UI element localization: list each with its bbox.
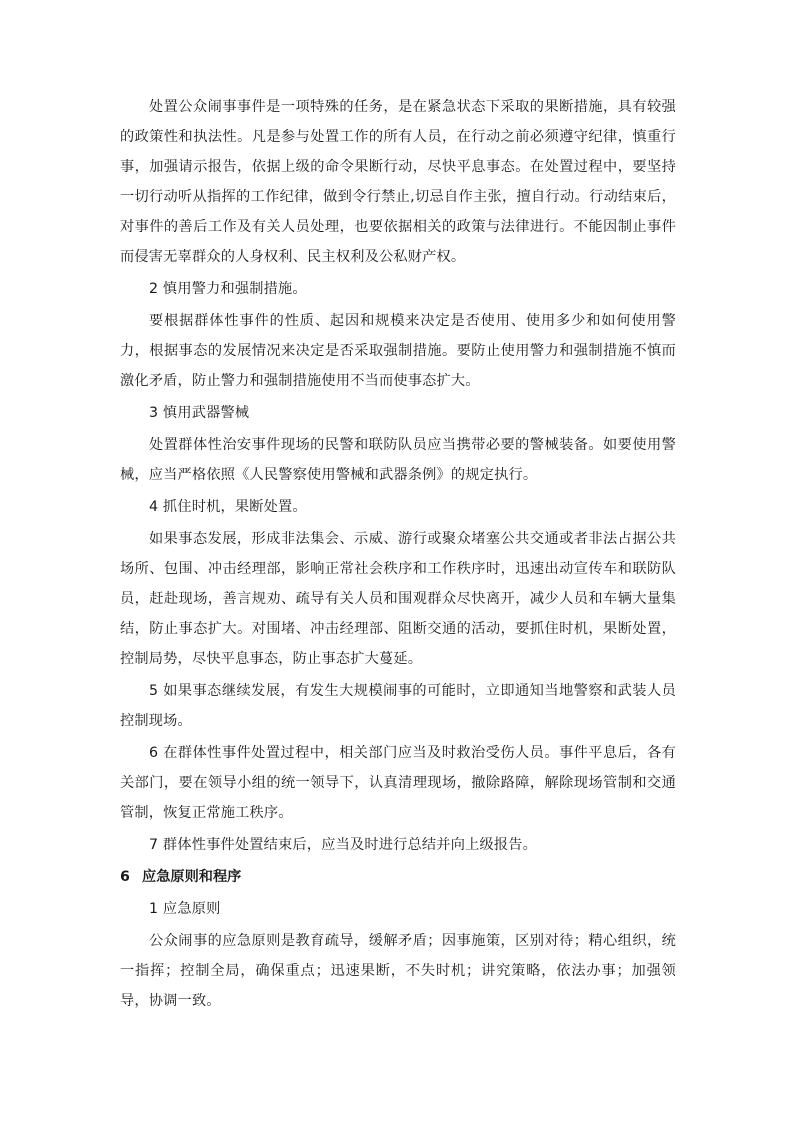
section-number: 6	[120, 869, 130, 885]
item-4-heading: 4 抓住时机，果断处置。	[149, 499, 307, 515]
paragraph-timing: 如果事态发展，形成非法集会、示威、游行或聚众堵塞公共交通或者非法占据公共场所、包围、冲击经理部，影响正常社会秩序和工作秩序时，迅速出动宣传车和联防队员，赶赴现场，善言规劝、疏导有关人员和围观群众尽快离开，减少人员和车辆大量集结，防止事态扩大。对围堵、冲击经理部、阻断交通的活动，要抓住时机，果断处置，控制局势，尽快平息事态，防止事态扩大蔓延。	[120, 531, 676, 667]
section-title: 应急原则和程序	[142, 869, 242, 885]
item-2-heading: 2 慎用警力和强制措施。	[149, 281, 307, 297]
paragraph-emergency-principles: 公众闹事的应急原则是教育疏导，缓解矛盾；因事施策，区别对待；精心组织，统一指挥；控制全局，确保重点；迅速果断，不失时机；讲究策略，依法办事；加强领导，协调一致。	[120, 933, 676, 1009]
section-heading	[120, 862, 676, 892]
item-3-heading: 3 慎用武器警械	[149, 405, 250, 421]
paragraph-weapons: 处置群体性治安事件现场的民警和联防队员应当携带必要的警械装备。如要使用警械，应当严格依照《人民警察使用警械和武器条例》的规定执行。	[120, 437, 676, 483]
item-5-paragraph: 5 如果事态继续发展，有发生大规模闹事的可能时，立即通知当地警察和武装人员控制现场。	[120, 683, 676, 729]
subsection-heading: 1 应急原则	[149, 901, 221, 917]
item-6-paragraph: 6 在群体性事件处置过程中，相关部门应当及时救治受伤人员。事件平息后，各有关部门，要在领导小组的统一领导下，认真清理现场，撤除路障，解除现场管制和交通管制，恢复正常施工秩序。	[120, 745, 676, 821]
paragraph-handling-principle: 处置公众闹事事件是一项特殊的任务，是在紧急状态下采取的果断措施，具有较强的政策性和执法性。凡是参与处置工作的所有人员，在行动之前必须遵守纪律，慎重行事，加强请示报告，依据上级的命令果断行动，尽快平息事态。在处置过程中，要坚持一切行动听从指挥的工作纪律，做到令行禁止,切忌自作主张，擅自行动。行动结束后，对事件的善后工作及有关人员处理，也要依据相关的政策与法律进行。不能因制止事件而侵害无辜群众的人身权利、民主权利及公私财产权。	[120, 99, 676, 265]
item-7-paragraph: 7 群体性事件处置结束后，应当及时进行总结并向上级报告。	[149, 837, 538, 853]
document-page	[120, 92, 676, 1018]
paragraph-police-force: 要根据群体性事件的性质、起因和规模来决定是否使用、使用多少和如何使用警力，根据事态的发展情况来决定是否采取强制措施。要防止使用警力和强制措施不慎而激化矛盾，防止警力和强制措施使用不当而使事态扩大。	[120, 313, 676, 389]
